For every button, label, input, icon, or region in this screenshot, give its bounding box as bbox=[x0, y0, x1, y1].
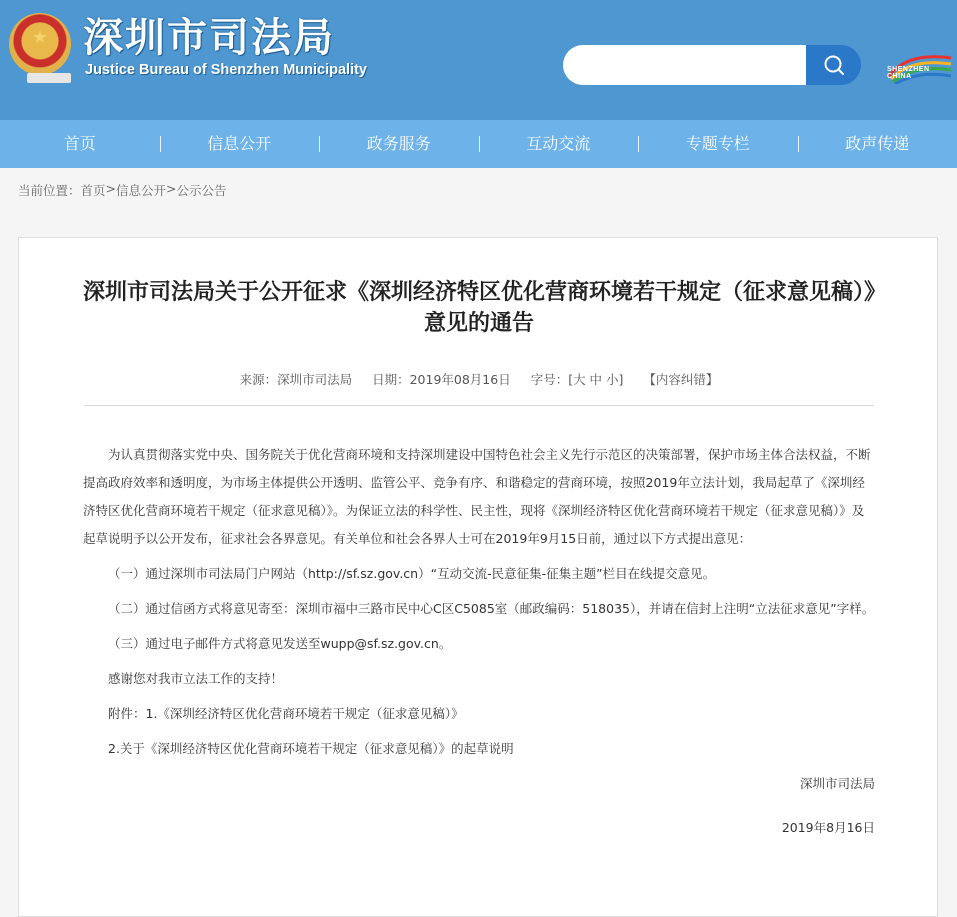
breadcrumb-item-notice[interactable]: 公示公告 bbox=[177, 181, 227, 199]
nav-item-interaction[interactable]: 互动交流 bbox=[479, 120, 639, 168]
article-body bbox=[83, 441, 875, 858]
search-icon bbox=[823, 54, 845, 76]
article-paragraph: （二）通过信函方式将意见寄至：深圳市福中三路市民中心C区C5085室（邮政编码：518035），并请在信封上注明“立法征求意见”字样。 bbox=[83, 595, 875, 623]
search-box bbox=[563, 45, 861, 85]
breadcrumb-separator: > bbox=[106, 181, 116, 199]
attachment-link[interactable]: 附件：1.《深圳经济特区优化营商环境若干规定（征求意见稿）》 bbox=[83, 700, 875, 728]
nav-item-gov-services[interactable]: 政务服务 bbox=[319, 120, 479, 168]
search-button[interactable] bbox=[806, 45, 861, 85]
star-icon: ★ bbox=[31, 29, 49, 47]
main-nav bbox=[0, 120, 957, 168]
article-title: 深圳市司法局关于公开征求《深圳经济特区优化营商环境若干规定（征求意见稿）》意见的通告 bbox=[79, 277, 879, 339]
national-emblem-icon[interactable] bbox=[9, 13, 71, 75]
article-source: 来源：深圳市司法局 bbox=[240, 372, 353, 387]
article-paragraph: （一）通过深圳市司法局门户网站（http://sf.sz.gov.cn）“互动交流-民意征集-征集主题”栏目在线提交意见。 bbox=[83, 560, 875, 588]
nav-item-home[interactable]: 首页 bbox=[0, 120, 160, 168]
article-paragraph: （三）通过电子邮件方式将意见发送至wupp@sf.sz.gov.cn。 bbox=[83, 630, 875, 658]
nav-item-special-topics[interactable]: 专题专栏 bbox=[638, 120, 798, 168]
breadcrumb-separator: > bbox=[166, 181, 176, 199]
search-input[interactable] bbox=[563, 45, 807, 85]
article-date: 日期：2019年08月16日 bbox=[372, 372, 511, 387]
breadcrumb-item-info[interactable]: 信息公开 bbox=[116, 181, 166, 199]
nav-item-info-disclosure[interactable]: 信息公开 bbox=[160, 120, 320, 168]
article-panel bbox=[18, 237, 938, 917]
attachment-link[interactable]: 2.关于《深圳经济特区优化营商环境若干规定（征求意见稿）》的起草说明 bbox=[83, 735, 875, 763]
article-meta bbox=[19, 370, 939, 388]
site-title[interactable]: 深圳市司法局 bbox=[83, 14, 335, 62]
error-report-link[interactable]: 【内容纠错】 bbox=[643, 372, 718, 387]
breadcrumb-item-home[interactable]: 首页 bbox=[81, 181, 106, 199]
emblem-base bbox=[27, 73, 71, 83]
breadcrumb-prefix: 当前位置： bbox=[18, 181, 81, 199]
font-size-switcher[interactable]: 字号：[大 中 小] bbox=[531, 372, 624, 387]
nav-item-gov-voice[interactable]: 政声传递 bbox=[798, 120, 957, 168]
shenzhen-logo-text: SHENZHEN CHINA bbox=[887, 66, 953, 80]
site-header bbox=[0, 0, 957, 120]
article-paragraph: 感谢您对我市立法工作的支持！ bbox=[83, 665, 875, 693]
signature-org: 深圳市司法局 bbox=[83, 770, 875, 798]
signature-date: 2019年8月16日 bbox=[83, 814, 875, 842]
shenzhen-china-logo[interactable] bbox=[887, 46, 953, 84]
meta-divider bbox=[84, 405, 874, 406]
article-paragraph: 为认真贯彻落实党中央、国务院关于优化营商环境和支持深圳建设中国特色社会主义先行示范区的决策部署，保护市场主体合法权益，不断提高政府效率和透明度，为市场主体提供公开透明、监管公平、竞争有序、和谐稳定的营商环境，按照2019年立法计划，我局起草了《深圳经济特区优化营商环境若干规定（征求意见稿）》。为保证立法的科学性、民主性，现将《深圳经济特区优化营商环境若干规定（征求意见稿）》及起草说明予以公开发布，征求社会各界意见。有关单位和社会各界人士可在2019年9月15日前，通过以下方式提出意见： bbox=[83, 441, 875, 553]
breadcrumb bbox=[18, 181, 227, 199]
site-subtitle: Justice Bureau of Shenzhen Municipality bbox=[85, 62, 367, 78]
